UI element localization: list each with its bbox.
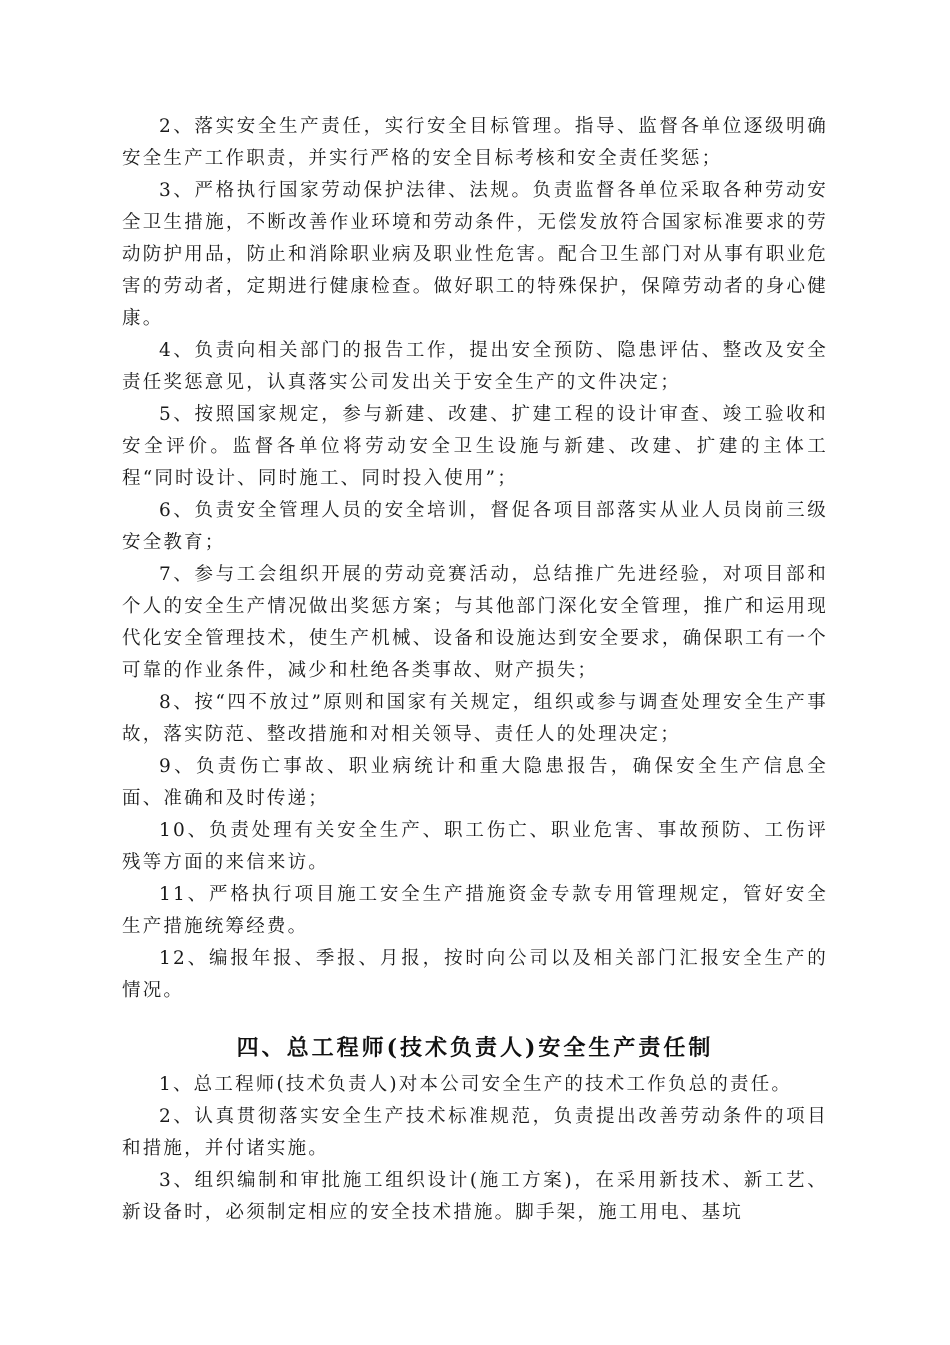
paragraph-item-3: 3、严格执行国家劳动保护法律、法规。负责监督各单位采取各种劳动安全卫生措施，不断改善作业环境和劳动条件，无偿发放符合国家标准要求的劳动防护用品，防止和消除职业病及职业性危害。配合卫生部门对从事有职业危害的劳动者，定期进行健康检查。做好职工的特殊保护，保障劳动者的身心健康。 bbox=[122, 180, 828, 329]
section-four-item-1: 1、总工程师(技术负责人)对本公司安全生产的技术工作负总的责任。 bbox=[159, 1074, 793, 1095]
paragraph-item-5: 5、按照国家规定，参与新建、改建、扩建工程的设计审查、竣工验收和安全评价。监督各单位将劳动安全卫生设施与新建、改建、扩建的主体工程“同时设计、同时施工、同时投入使用”； bbox=[122, 404, 828, 489]
section-heading: 四、总工程师(技术负责人)安全生产责任制 bbox=[236, 1035, 714, 1061]
paragraph-item-12: 12、编报年报、季报、月报，按时向公司以及相关部门汇报安全生产的情况。 bbox=[122, 948, 828, 1001]
paragraph-item-9: 9、负责伤亡事故、职业病统计和重大隐患报告，确保安全生产信息全面、准确和及时传递； bbox=[122, 756, 828, 809]
paragraph-item-8: 8、按“四不放过”原则和国家有关规定，组织或参与调查处理安全生产事故，落实防范、整改措施和对相关领导、责任人的处理决定； bbox=[122, 692, 828, 745]
paragraph-item-4: 4、负责向相关部门的报告工作，提出安全预防、隐患评估、整改及安全责任奖惩意见，认真落实公司发出关于安全生产的文件决定； bbox=[122, 340, 828, 393]
section-four-item-3: 3、组织编制和审批施工组织设计(施工方案)，在采用新技术、新工艺、新设备时，必须制定相应的安全技术措施。脚手架，施工用电、基坑 bbox=[122, 1170, 828, 1223]
document-body bbox=[122, 111, 828, 1229]
paragraph-item-6: 6、负责安全管理人员的安全培训，督促各项目部落实从业人员岗前三级安全教育； bbox=[122, 500, 828, 553]
paragraph-item-2: 2、落实安全生产责任，实行安全目标管理。指导、监督各单位逐级明确安全生产工作职责，并实行严格的安全目标考核和安全责任奖惩； bbox=[122, 116, 828, 169]
paragraph-item-10: 10、负责处理有关安全生产、职工伤亡、职业危害、事故预防、工伤评残等方面的来信来访。 bbox=[122, 820, 828, 873]
section-four-item-2: 2、认真贯彻落实安全生产技术标准规范，负责提出改善劳动条件的项目和措施，并付诸实施。 bbox=[122, 1106, 828, 1159]
paragraph-item-7: 7、参与工会组织开展的劳动竞赛活动，总结推广先进经验，对项目部和个人的安全生产情况做出奖惩方案；与其他部门深化安全管理，推广和运用现代化安全管理技术，使生产机械、设备和设施达到安全要求，确保职工有一个可靠的作业条件，减少和杜绝各类事故、财产损失； bbox=[122, 564, 828, 681]
paragraph-item-11: 11、严格执行项目施工安全生产措施资金专款专用管理规定，管好安全生产措施统筹经费。 bbox=[122, 884, 828, 937]
